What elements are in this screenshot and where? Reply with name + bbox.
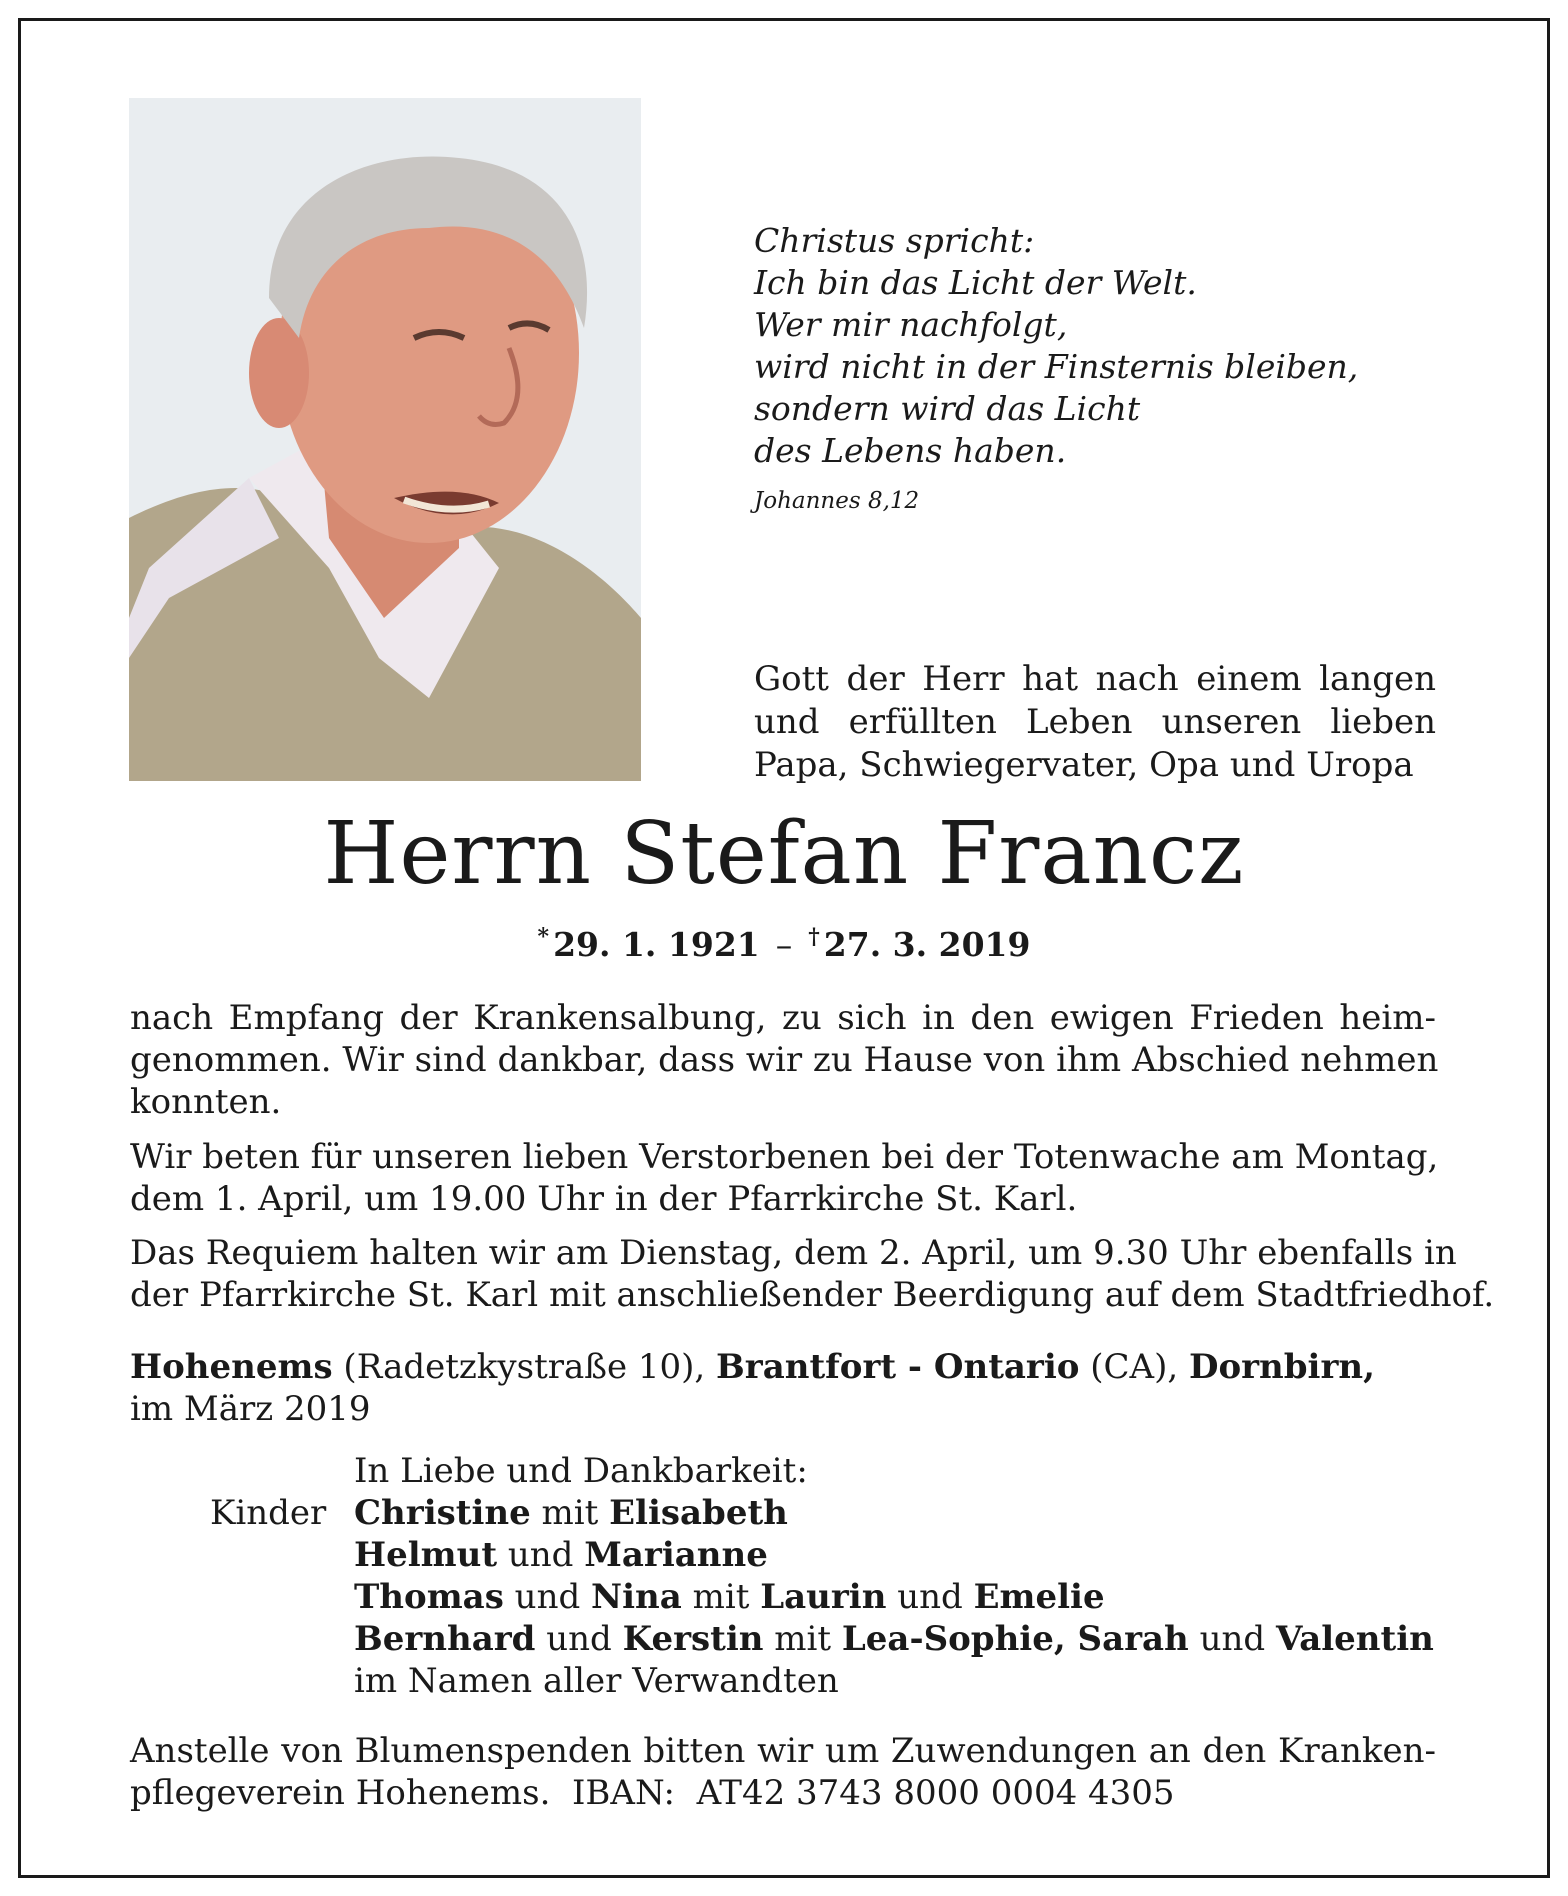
verse-reference: Johannes 8,12: [754, 488, 920, 514]
family-name: Marianne: [584, 1535, 768, 1575]
portrait-photo: [129, 98, 641, 781]
intro-text: [754, 658, 1436, 787]
paragraph-line: der Pfarrkirche St. Karl mit anschließender Beerdigung auf dem Stadtfriedhof.: [130, 1275, 1495, 1315]
paragraph-line: Wir beten für unseren lieben Verstorbenen bei der Totenwache am Montag,: [130, 1137, 1439, 1177]
family-name: Valentin: [1275, 1619, 1434, 1659]
family-name: Elisabeth: [609, 1493, 788, 1533]
paragraph-line: nach Empfang der Krankensalbung, zu sich in den ewigen Frieden heim-: [130, 998, 1436, 1038]
kinder-label: Kinder: [210, 1493, 327, 1533]
verse-line: Wer mir nachfolgt,: [754, 305, 1068, 344]
signature-row: [354, 1618, 1454, 1660]
places-block: [130, 1346, 1450, 1430]
signature-row: [354, 1492, 1454, 1534]
donation-line: pflegeverein Hohenems. IBAN: AT42 3743 8000 0004 4305: [130, 1773, 1175, 1813]
signature-row: [354, 1576, 1454, 1618]
donation-line: Anstelle von Blumenspenden bitten wir um Zuwendungen an den Kranken-: [130, 1731, 1436, 1771]
place-name: Hohenems: [130, 1347, 333, 1387]
connector: und: [1188, 1619, 1276, 1659]
life-dates: [0, 923, 1568, 971]
deceased-name: Herrn Stefan Francz: [323, 804, 1245, 904]
verse-line: wird nicht in der Finsternis bleiben,: [754, 347, 1359, 386]
paragraph-line: genommen. Wir sind dankbar, dass wir zu Hause von ihm Abschied nehmen: [130, 1040, 1439, 1080]
paragraph-passing: [130, 997, 1439, 1123]
place-detail: (Radetzkystraße 10),: [332, 1347, 717, 1387]
birth-mark: *: [537, 924, 550, 950]
date-separator: –: [775, 925, 793, 964]
family-name: Christine: [354, 1493, 531, 1533]
family-name: Laurin: [760, 1577, 887, 1617]
paragraph-wake: [130, 1136, 1439, 1220]
signatures-closing: im Namen aller Verwandten: [354, 1661, 839, 1701]
paragraph-line: dem 1. April, um 19.00 Uhr in der Pfarrkirche St. Karl.: [130, 1179, 1078, 1219]
connector: mit: [763, 1619, 842, 1659]
verse-line: des Lebens haben.: [754, 431, 1067, 470]
verse-line: sondern wird das Licht: [754, 389, 1141, 428]
connector: und: [535, 1619, 623, 1659]
paragraph-line: Das Requiem halten wir am Dienstag, dem 2. April, um 9.30 Uhr ebenfalls in: [130, 1233, 1457, 1273]
connector: mit: [681, 1577, 761, 1617]
family-name: Helmut: [354, 1535, 498, 1575]
family-name: Thomas: [354, 1577, 504, 1617]
birth-date: 29. 1. 1921: [553, 925, 760, 964]
place-name: Dornbirn,: [1188, 1347, 1375, 1387]
death-date: 27. 3. 2019: [823, 925, 1031, 964]
paragraph-requiem: [130, 1232, 1495, 1316]
intro-line: Gott der Herr hat nach einem langen: [754, 659, 1436, 699]
connector: und: [497, 1535, 585, 1575]
family-name: Lea-Sophie, Sarah: [841, 1619, 1189, 1659]
places-date: im März 2019: [130, 1389, 371, 1429]
verse-line: Ich bin das Licht der Welt.: [754, 263, 1197, 302]
connector: mit: [530, 1493, 610, 1533]
place-detail: (CA),: [1079, 1347, 1189, 1387]
family-name: Bernhard: [354, 1619, 536, 1659]
signatures-heading: In Liebe und Dankbarkeit:: [354, 1451, 808, 1491]
intro-line: Papa, Schwiegervater, Opa und Uropa: [754, 745, 1414, 785]
family-name: Nina: [591, 1577, 682, 1617]
paragraph-line: konnten.: [130, 1082, 282, 1122]
intro-line: und erfüllten Leben unseren lieben: [754, 702, 1436, 742]
death-mark: †: [808, 924, 820, 950]
signatures-block: [354, 1450, 1454, 1702]
verse-line: Christus spricht:: [754, 221, 1035, 260]
family-name: Emelie: [973, 1577, 1105, 1617]
place-name: Brantfort - Ontario: [716, 1347, 1080, 1387]
bible-verse: [754, 220, 1454, 472]
connector: und: [886, 1577, 974, 1617]
family-name: Kerstin: [622, 1619, 764, 1659]
places-line: [130, 1346, 1450, 1388]
signature-row: [354, 1534, 1454, 1576]
connector: und: [503, 1577, 592, 1617]
donation-note: [130, 1730, 1436, 1814]
